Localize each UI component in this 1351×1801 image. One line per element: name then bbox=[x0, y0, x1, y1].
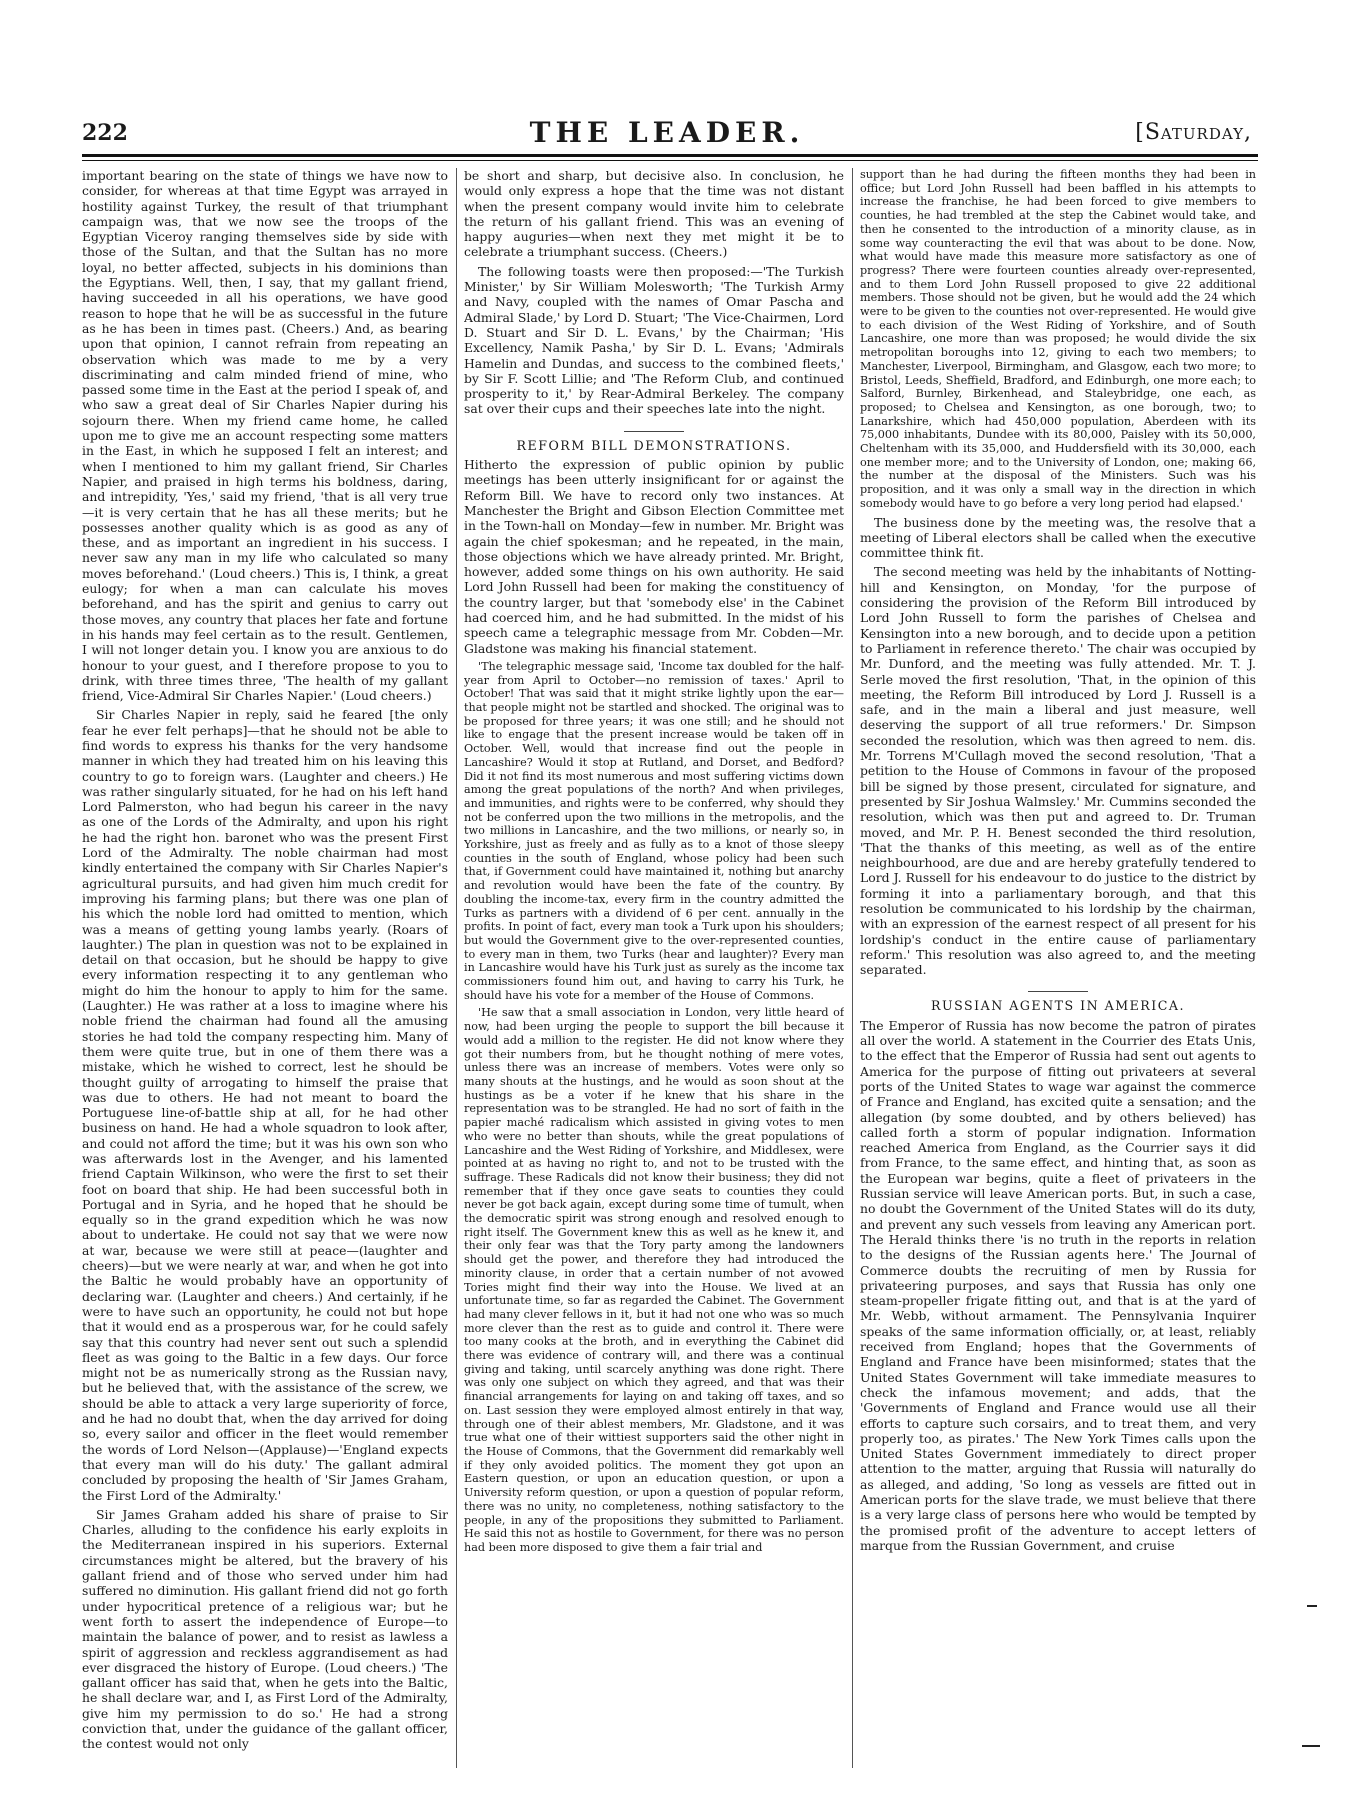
column-separator bbox=[456, 168, 457, 1768]
quoted-speech: 'He saw that a small association in London, very little heard of now, had been urging the people to support the bill because it would add a million to the register. He did not know where they got their numbers from, but he thought nothing of mere votes, unless there was an increase of members. Votes were only so many shouts at the hustings, and he would as soon shout at the hustings as be a voter if he knew that his share in the representation was to be strangled. He had no sort of faith in the papier maché radicalism which assisted in giving votes to men who were no better than shouts, while the great populations of Lancashire and the West Riding of Yorkshire, and Middlesex, were pointed at as having no right to, and not to be trusted with the suffrage. These Radicals did not know their business; they did not remember that if they once gave seats to counties they could never be got back again, except during some time of tumult, when the democratic spirit was strong enough and resolved enough to right itself. The Government knew this as well as he knew it, and their only fear was that the Tory party among the landowners should get the power, and therefore they had introduced the minority clause, in order that a certain number of not avowed Tories might find their way into the House. We lived at an unfortunate time, so far as regarded the Cabinet. The Government had many clever fellows in it, but it had not one who was so much more clever than the rest as to guide and control it. There were too many cooks at the broth, and in everything the Cabinet did there was evidence of contrary will, and there was a continual giving and taking, until scarcely anything was done right. There was only one subject on which they agreed, and that was their financial arrangements for laying on and taking off taxes, and so on. Last session they were employed almost entirely in that way, through one of their ablest members, Mr. Gladstone, and it was true what one of their wittiest supporters said the other night in the House of Commons, that the Government did remarkably well if they only avoided politics. The moment they got upon an Eastern question, or upon an education question, or upon a University reform question, or upon a question of popular reform, there was no unity, no completeness, nothing satisfactory to the people, in any of the propositions they submitted to Parliament. He said this not as hostile to Government, for there was no person had been more disposed to give them a fair trial and bbox=[464, 1006, 844, 1554]
article-paragraph: The second meeting was held by the inhabitants of Notting-hill and Kensington, on Monday, 'for the purpose of considering the provision of the Reform Bill introduced by Lord John Russell to form the parishes of Chelsea and Kensington into a new borough, and to decide upon a petition to Parliament in reference thereto.' The chair was occupied by Mr. Dunford, and the meeting was fully attended. Mr. T. J. Serle moved the first resolution, 'That, in the opinion of this meeting, the Reform Bill introduced by Lord J. Russell is a safe, and in the main a liberal and just measure, well deserving the support of all true reformers.' Dr. Simpson seconded the resolution, which was then agreed to nem. dis. Mr. Torrens M'Cullagh moved the second resolution, 'That a petition to the House of Commons in favour of the proposed bill be signed by those present, circulated for signature, and presented by Sir Joshua Walmsley.' Mr. Cummins seconded the resolution, which was then put and agreed to. Dr. Truman moved, and Mr. P. H. Benest seconded the third resolution, 'That the thanks of this meeting, as well as of the entire neighbourhood, are due and are hereby gratefully tendered to Lord J. Russell for his endeavour to do justice to the district by forming it into a parliamentary borough, and that this resolution be communicated to his lordship by the chairman, with an expression of the earnest respect of all present for his lordship's conduct in the entire cause of parliamentary reform.' This resolution was also agreed to, and the meeting separated. bbox=[860, 564, 1256, 978]
column-left bbox=[82, 168, 448, 1768]
quoted-speech: 'The telegraphic message said, 'Income tax doubled for the half-year from April to October—no remission of taxes.' April to October! That was said that it might strike lightly upon the ear—that people might not be startled and shocked. The original was to be proposed for three years; it was one still; and he should not like to engage that the present increase would be taken off in October. Well, would that increase find out the people in Lancashire? Would it stop at Rutland, and Dorset, and Bedford? Did it not find its most numerous and most suffering victims down among the great populations of the north? And when privileges, and immunities, and rights were to be conferred, why should they not be conferred upon the two millions in the metropolis, and the two millions in Lancashire, and the two millions, or nearly so, in Yorkshire, just as freely and as fully as to a knot of those sleepy counties in the south of England, whose policy had been such that, if Government could have maintained it, nothing but anarchy and revolution would have been the fate of the country. By doubling the income-tax, every firm in the country admitted the Turks as partners with a dividend of 6 per cent. annually in the profits. In point of fact, every man took a Turk upon his shoulders; but would the Government give to the over-represented counties, to every man in them, two Turks (hear and laughter)? Every man in Lancashire would have his Turk just as surely as the income tax commissioners found him out, and having to carry his Turk, he should have his vote for a member of the House of Commons. bbox=[464, 659, 844, 1002]
article-paragraph: Sir James Graham added his share of praise to Sir Charles, alluding to the confidence his early exploits in the Mediterranean inspired in his superiors. External circumstances might be altered, but the bravery of his gallant friend and of those who served under him had suffered no diminution. His gallant friend did not go forth under hypocritical pretence of a religious war; but he went forth to assert the independence of Europe—to maintain the balance of power, and to resist as lawless a spirit of aggression and reckless aggrandisement as had ever disgraced the history of Europe. (Loud cheers.) 'The gallant officer has said that, when he gets into the Baltic, he shall declare war, and I, as First Lord of the Admiralty, give him my permission to do so.' He had a strong conviction that, under the guidance of the gallant officer, the contest would not only bbox=[82, 1506, 448, 1752]
section-heading: REFORM BILL DEMONSTRATIONS. bbox=[516, 437, 792, 453]
article-paragraph: The business done by the meeting was, the resolve that a meeting of Liberal electors shall be called when the executive committee think fit. bbox=[860, 514, 1256, 561]
section-heading: RUSSIAN AGENTS IN AMERICA. bbox=[931, 998, 1185, 1014]
masthead-rule bbox=[82, 154, 1258, 157]
article-paragraph: Sir Charles Napier in reply, said he feared [the only fear he ever felt perhaps]—that he should not be able to find words to express his thanks for the very handsome manner in which they had treated him on his leaving this country to go to foreign wars. (Laughter and cheers.) He was rather singularly situated, for he had on his left hand Lord Palmerston, who had begun his career in the navy as one of the Lords of the Admiralty, and upon his right he had the right hon. baronet who was the present First Lord of the Admiralty. The noble chairman had most kindly entertained the company with Sir Charles Napier's agricultural pursuits, and had given him much credit for improving his farming plans; but there was one plan of his which the noble lord had omitted to mention, which was a means of getting young lambs yearly. (Roars of laughter.) The plan in question was not to be explained in detail on that occasion, but he should be happy to give every information respecting it to any gentleman who might do him the honour to apply to him for the same. (Laughter.) He was rather at a loss to imagine where his noble friend the chairman had found all the amusing stories he had told the company respecting him. Many of them were quite true, but in one of them there was a mistake, which he wished to correct, lest he should be thought guilty of arrogating to himself the praise that was due to others. He had not meant to board the Portuguese line-of-battle ship at all, for he had other business on hand. He had a whole squadron to look after, and could not afford the time; but it was his own son who was afterwards lost in the Avenger, and his lamented friend Captain Wilkinson, who were the first to set their foot on board that ship. He had been successful both in Portugal and in Syria, and he hoped that he should be equally so in the grand expedition which he was now about to undertake. He could not say that we were now at war, because we were still at peace—(laughter and cheers)—but we were nearly at war, and when he got into the Baltic he would probably have an opportunity of declaring war. (Laughter and cheers.) And certainly, if he were to have such an opportunity, he could not but hope that it would end as a prosperous war, for he could safely say that this country had never sent out such a splendid fleet as was going to the Baltic in a few days. Our force might not be as numerically strong as the Russian navy, but he believed that, with the assistance of the screw, we should be able to attack a very large superiority of force, and he had no doubt that, when the day arrived for doing so, every sailor and officer in the fleet would remember the words of Lord Nelson—(Applause)—'England expects that every man will do his duty.' The gallant admiral concluded by proposing the health of 'Sir James Graham, the First Lord of the Admiralty.' bbox=[82, 707, 448, 1503]
page-number: 222 bbox=[82, 120, 128, 146]
masthead-rule-thin bbox=[82, 160, 1258, 161]
article-paragraph: The Emperor of Russia has now become the patron of pirates all over the world. A statement in the Courrier des Etats Unis, to the effect that the Emperor of Russia had sent out agents to America for the purpose of fitting out privateers at several ports of the United States to wage war against the commerce of France and England, has excited quite a sensation; and the allegation (by some doubted, and by others believed) has called forth a storm of popular indignation. Information reached America from England, as the Courrier says it did from France, to the same effect, and hinting that, as soon as the European war begins, quite a fleet of privateers in the Russian service will leave American ports. But, in such a case, no doubt the Government of the United States will do its duty, and prevent any such vessels from leaving any American port. The Herald thinks there 'is no truth in the reports in relation to the designs of the Russian agents here.' The Journal of Commerce doubts the recruiting of men by Russia for privateering purposes, and says that Russia has only one steam-propeller frigate fitting out, and that is at the yard of Mr. Webb, without armament. The Pennsylvania Inquirer speaks of the same information officially, or, at least, reliably received from England; hopes that the Governments of England and France have been misinformed; states that the United States Government will take immediate measures to check the infamous movement; and adds, that the 'Governments of England and France would use all their efforts to capture such corsairs, and to treat them, and very properly too, as pirates.' The New York Times calls upon the United States Government immediately to direct proper attention to the matter, arguing that Russia will naturally do as alleged, and adding, 'So long as vessels are fitted out in American ports for the slave trade, we must believe that there is a very large class of persons here who would be tempted by the promised profit of the adventure to accept letters of marque from the Russian Government, and cruise bbox=[860, 1017, 1256, 1553]
column-separator bbox=[852, 168, 853, 1768]
article-paragraph: The following toasts were then proposed:—'The Turkish Minister,' by Sir William Molesworth; 'The Turkish Army and Navy, coupled with the names of Omar Pascha and Admiral Slade,' by Lord D. Stuart; 'The Vice-Chairmen, Lord D. Stuart and Sir D. L. Evans,' by the Chairman; 'His Excellency, Namik Pasha,' by Sir D. L. Evans; 'Admirals Hamelin and Dundas, and success to the combined fleets,' by Sir F. Scott Lillie; and 'The Reform Club, and continued prosperity to it,' by Rear-Admiral Berkeley. The company sat over their cups and their speeches late into the night. bbox=[464, 263, 844, 417]
article-paragraph: Hitherto the expression of public opinion by public meetings has been utterly insignificant for or against the Reform Bill. We have to record only two instances. At Manchester the Bright and Gibson Election Committee met in the Town-hall on Monday—few in number. Mr. Bright was again the chief spokesman; and he repeated, in the main, those objections which we have already printed. Mr. Bright, however, added some things on his own authority. He said Lord John Russell had been for making the constituency of the country larger, but that 'somebody else' in the Cabinet had coerced him, and he had submitted. In the midst of his speech came a telegraphic message from Mr. Cobden—Mr. Gladstone was making his financial statement. bbox=[464, 457, 844, 656]
issue-day: [Saturday, bbox=[1135, 120, 1252, 145]
article-paragraph: be short and sharp, but decisive also. In conclusion, he would only express a hope that the time was not distant when the present company would invite him to celebrate the return of his gallant friend. This was an evening of happy auguries—when next they met might it be to celebrate a triumphant success. (Cheers.) bbox=[464, 168, 844, 260]
margin-mark bbox=[1307, 1605, 1317, 1607]
margin-mark bbox=[1302, 1745, 1320, 1747]
masthead bbox=[82, 116, 1252, 152]
section-divider bbox=[1028, 991, 1088, 992]
column-right bbox=[860, 168, 1256, 1768]
paper-title: THE LEADER. bbox=[529, 116, 805, 149]
section-divider bbox=[624, 431, 684, 432]
column-middle bbox=[464, 168, 844, 1768]
article-paragraph: important bearing on the state of things we have now to consider, for whereas at that time Egypt was arrayed in hostility against Turkey, the result of that triumphant campaign was, that we now see the troops of the Egyptian Viceroy ranging themselves side by side with those of the Sultan, and that the Sultan has no more loyal, no better affected, subjects in his dominions than the Egyptians. Well, then, I say, that my gallant friend, having succeeded in all his operations, we have good reason to hope that he will be as successful in the future as he has been in times past. (Cheers.) And, as bearing upon that opinion, I cannot refrain from repeating an observation which was made to me by a very discriminating and calm minded friend of mine, who passed some time in the East at the period I speak of, and who saw a great deal of Sir Charles Napier during his sojourn there. When my friend came home, he called upon me to give me an account respecting some matters in the East, in which he supposed I felt an interest; and when I mentioned to him my gallant friend, Sir Charles Napier, and praised in high terms his boldness, daring, and intrepidity, 'Yes,' said my friend, 'that is all very true—it is very certain that he has all these merits; but he possesses another quality which is as good as any of these, and as important an ingredient in his success. I never saw any man in my life who calculated so many moves beforehand.' (Loud cheers.) This is, I think, a great eulogy; for when a man can calculate his moves beforehand, and has the spirit and genius to carry out those moves, any country that places her fate and fortune in his hands may feel certain as to the result. Gentlemen, I will not longer detain you. I know you are anxious to do honour to your guest, and I therefore propose to you to drink, with three times three, 'The health of my gallant friend, Vice-Admiral Sir Charles Napier.' (Loud cheers.) bbox=[82, 168, 448, 704]
quoted-speech: support than he had during the fifteen months they had been in office; but Lord John Russell had been baffled in his attempts to increase the franchise, he had been forced to give members to counties, he had trembled at the step the Cabinet would take, and then he consented to the introduction of a minority clause, as in some way counteracting the evil that was about to be done. Now, what would have made this measure more satisfactory as one of progress? There were fourteen counties already over-represented, and to them Lord John Russell proposed to give 22 additional members. Those should not be given, but he would add the 24 which were to be given to the counties not over-represented. He would give to each division of the West Riding of Yorkshire, and of South Lancashire, one more than was proposed; he would divide the six metropolitan boroughs into 12, giving to each two members; to Manchester, Liverpool, Birmingham, and Glasgow, each two more; to Bristol, Leeds, Sheffield, Bradford, and Edinburgh, one more each; to Salford, Burnley, Birkenhead, and Staleybridge, one each, as proposed; to Chelsea and Kensington, as one borough, two; to Lanarkshire, which had 450,000 population, Aberdeen with its 75,000 inhabitants, Dundee with its 80,000, Paisley with its 50,000, Cheltenham with its 35,000, and Huddersfield with its 30,000, each one member more; and to the University of London, one; making 66, the number at the disposal of the Ministers. Such was his proposition, and it was only a small way in the direction in which somebody would have to go before a very long period had elapsed.' bbox=[860, 168, 1256, 510]
